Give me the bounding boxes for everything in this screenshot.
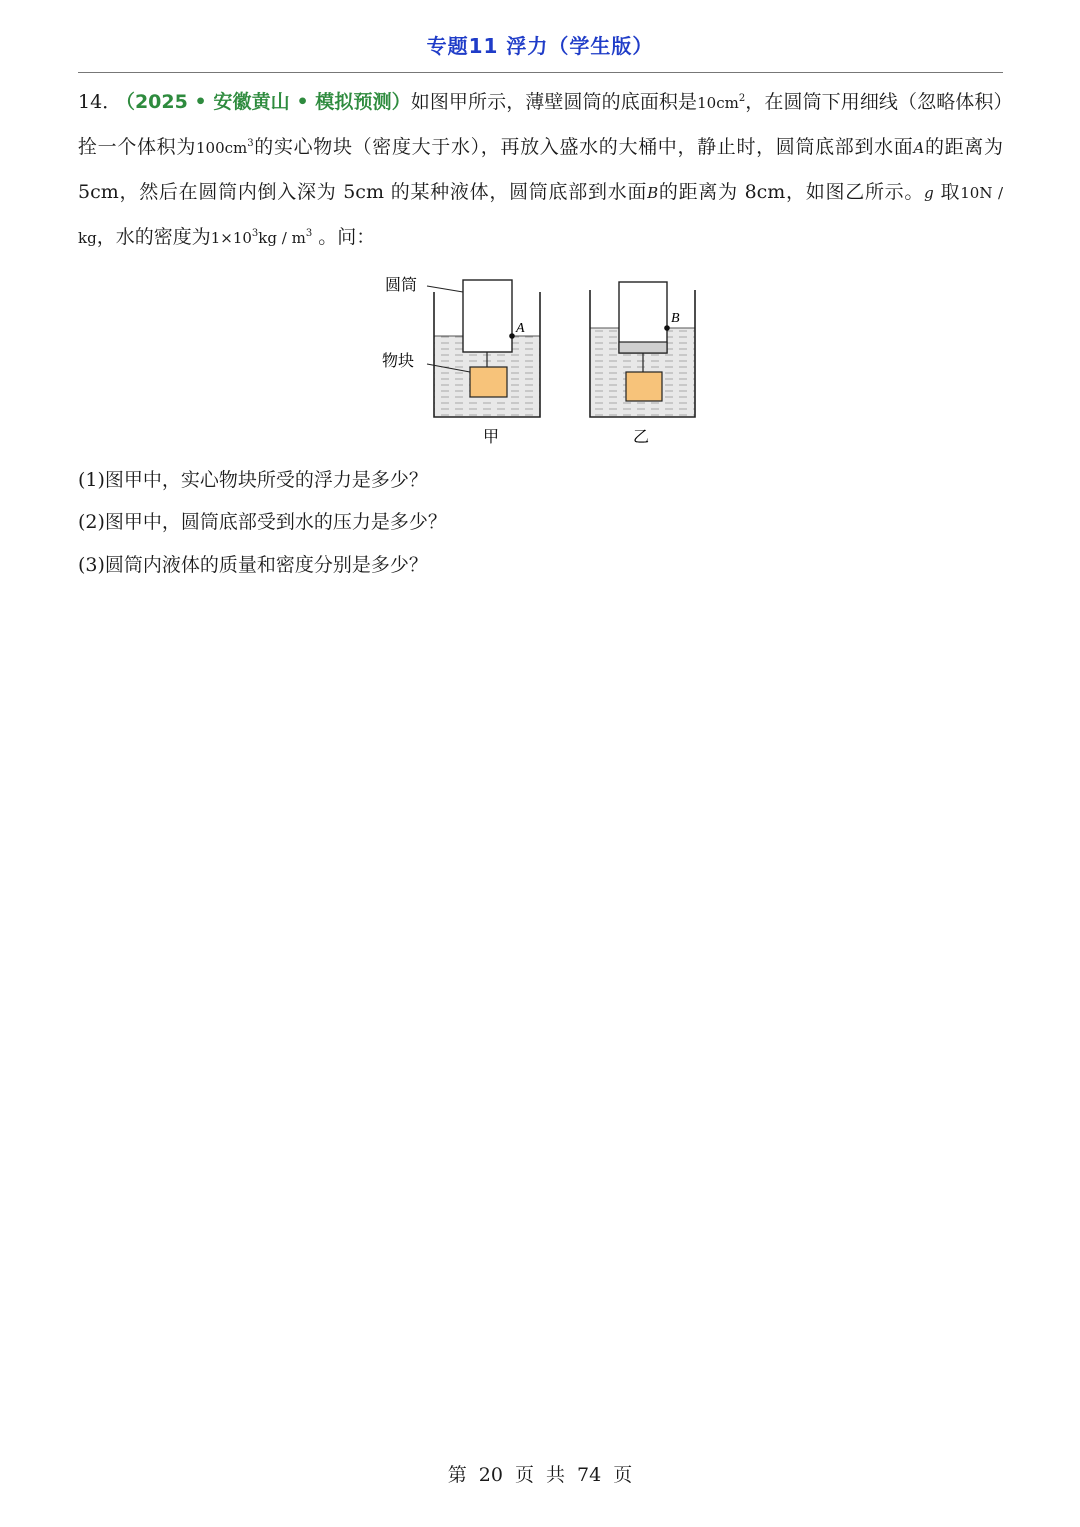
problem-text-1: 如图甲所示，薄壁圆筒的底面积是 [410,91,698,113]
area-exponent: 2 [738,93,746,104]
buoyancy-diagram [370,262,710,452]
problem-text-8: 。问： [312,226,376,248]
point-b-marker [664,325,670,331]
cylinder-leader-line [427,286,463,292]
header-divider [78,72,1003,73]
density-unit: kg / m [258,229,306,247]
cylinder-label: 圆筒 [385,275,418,294]
problem-text-4: 的距离为 5cm，然后在圆筒内倒入深为 5cm 的某种液体，圆筒底部到水面 [78,136,1003,203]
left-block [470,367,507,397]
point-b-label: B [671,311,680,326]
page-footer: 第 20 页 共 74 页 [447,1464,633,1486]
question-source: （2025 • 安徽黄山 • 模拟预测） [125,91,411,113]
volume-exponent: 3 [247,138,254,149]
right-cylinder-liquid [619,342,667,353]
problem-text-3: 的实心物块（密度大于水），再放入盛水的大桶中，静止时，圆筒底部到水面 [253,136,914,158]
figure-left-container [382,275,540,446]
density-exponent: 3 [251,228,259,239]
area-value: 10cm [697,94,739,112]
figure-right-container [590,282,695,446]
density-unit-exponent: 3 [305,228,313,239]
point-a-label: A [516,321,525,336]
problem-text-5: 的距离为 8cm，如图乙所示。 [658,181,925,203]
problem-text-6: 取 [933,181,961,203]
g-value: 10N / kg [78,184,1003,247]
page-header-title: 专题11 浮力（学生版） [426,34,654,58]
g-symbol: g [924,184,934,202]
density-value: 1×10 [210,229,252,247]
point-a-symbol: A [913,139,925,157]
problem-statement [78,80,1003,260]
problem-text-7: ，水的密度为 [96,226,211,248]
question-2: (2)图甲中，圆筒底部受到水的压力是多少？ [78,511,447,533]
block-label: 物块 [382,351,415,370]
problem-text-2: ，在圆筒下用细线（忽略体积）拴一个体积为 [78,91,1003,158]
caption-left: 甲 [483,427,500,446]
volume-value: 100cm [196,139,248,157]
question-1: (1)图甲中，实心物块所受的浮力是多少？ [78,469,428,491]
right-block [626,372,662,401]
question-number: 14． [78,91,122,113]
point-b-symbol: B [647,184,659,202]
left-cylinder [463,280,512,352]
point-a-marker [509,333,515,339]
caption-right: 乙 [633,427,650,446]
question-3: (3)圆筒内液体的质量和密度分别是多少？ [78,554,428,576]
